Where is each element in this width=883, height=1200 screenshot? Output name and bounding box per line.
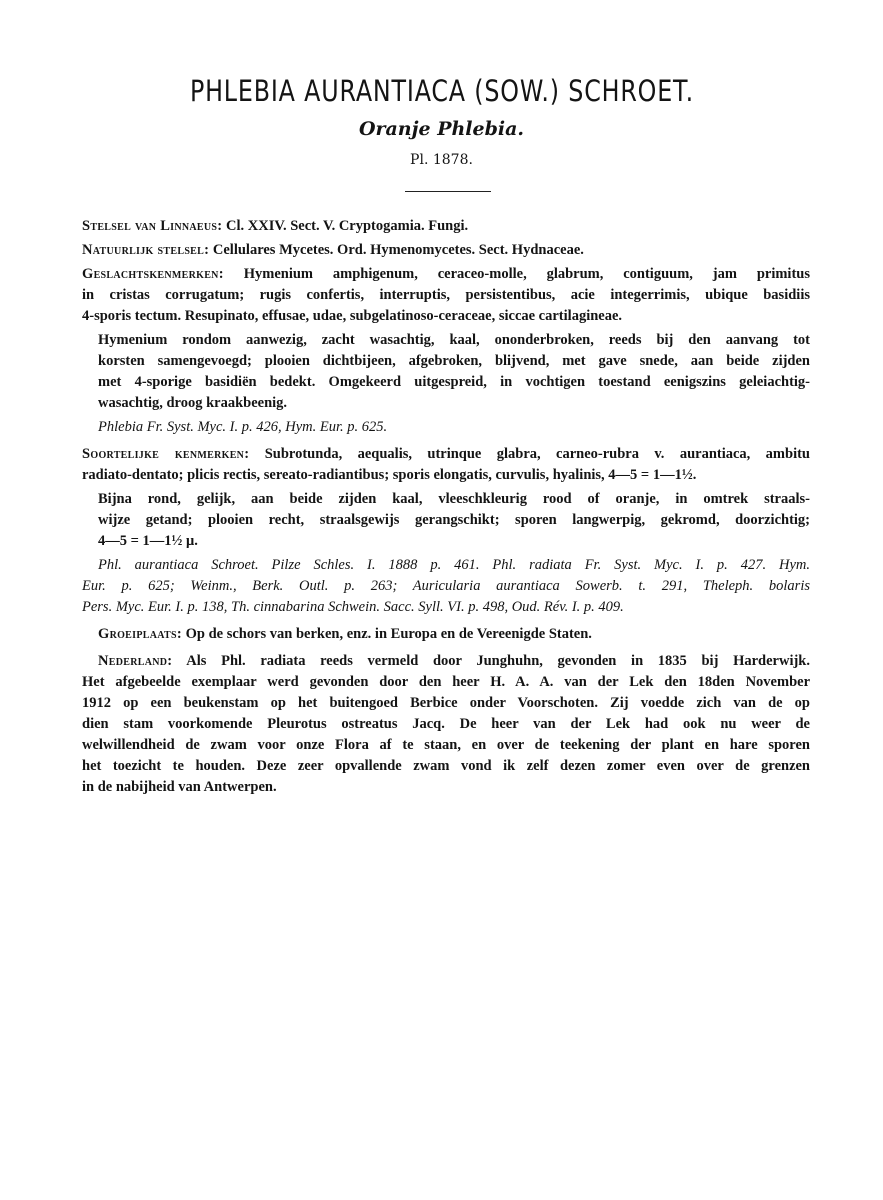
nederland-line: het toezicht te houden. Deze zeer opvallende zwam vond ik zelf dezen zomer even over de grenzen — [82, 758, 810, 774]
stelsel-text: Cl. XXIV. Sect. V. Cryptogamia. Fungi. — [226, 218, 469, 234]
soort-dutch-line: 4—5 = 1—1½ μ. — [98, 533, 198, 549]
plate-number: Pl. 1878. — [410, 152, 473, 168]
geslacht-label: Geslachtskenmerken: — [82, 266, 224, 282]
nederland-line: dien stam voorkomende Pleurotus ostreatus Jacq. De heer van der Lek had ook nu weer de — [82, 716, 810, 732]
soort-dutch-line: Bijna rond, gelijk, aan beide zijden kaal, vleeschkleurig rood of oranje, in omtrek straals- — [98, 491, 810, 507]
page-title: PHLEBIA AURANTIACA (SOW.) SCHROET. — [189, 74, 694, 108]
geslacht-latin-line: in cristas corrugatum; rugis confertis, interruptis, persistentibus, acie integerrimis, ubique basidiis — [82, 287, 810, 303]
geslacht-latin-line: 4-sporis tectum. Resupinato, effusae, udae, subgelatinoso-ceraceae, siccae cartilagineae. — [82, 308, 623, 324]
soortelijke-kenmerken-dutch — [82, 489, 810, 552]
natuurlijk-label: Natuurlijk stelsel: — [82, 242, 210, 258]
geslacht-dutch-line: met 4-sporige basidiën bedekt. Omgekeerd uitgespreid, in vochtigen toestand eenigszins geleiachtig- — [98, 374, 810, 390]
geslacht-dutch-line: Hymenium rondom aanwezig, zacht wasachtig, kaal, ononderbroken, reeds bij den aanvang tot — [98, 332, 810, 348]
nederland-line: Het afgebeelde exemplaar werd gevonden door den heer H. A. A. van der Lek den 18den November — [82, 674, 810, 690]
geslachtskenmerken-dutch — [82, 330, 810, 414]
title-divider — [405, 191, 491, 192]
soort-label: Soortelijke kenmerken: — [82, 446, 250, 462]
nederland-line: Nederland: Als Phl. radiata reeds vermeld door Junghuhn, gevonden in 1835 bij Harderwijk. — [98, 653, 810, 669]
nederland-line: in de nabijheid van Antwerpen. — [82, 779, 277, 795]
nederland-line: welwillendheid de zwam voor onze Flora af te staan, en over de teekening der plant en hare sporen — [82, 737, 810, 753]
geslacht-dutch-line: korsten samengevoegd; plooien dichtbijeen, afgebroken, blijvend, met gave snede, aan beide zijden — [98, 353, 810, 369]
nederland — [82, 651, 810, 798]
geslachtskenmerken-latin — [82, 264, 810, 327]
geslacht-reference: Phlebia Fr. Syst. Myc. I. p. 426, Hym. Eur. p. 625. — [98, 419, 388, 435]
groeiplaats — [82, 624, 810, 645]
dutch-name-subtitle: Oranje Phlebia. — [358, 118, 525, 140]
soort-latin-line: Soortelijke kenmerken: Subrotunda, aequalis, utrinque glabra, carneo-rubra v. aurantiaca, ambitu — [82, 446, 810, 462]
stelsel-label: Stelsel van Linnaeus: — [82, 218, 223, 234]
soort-reference-line: Pers. Myc. Eur. I. p. 138, Th. cinnabarina Schwein. Sacc. Syll. VI. p. 498, Oud. Rév. I. p. 409. — [82, 599, 624, 615]
soort-reference-line: Eur. p. 625; Weinm., Berk. Outl. p. 263; Auricularia aurantiaca Sowerb. t. 291, Theleph. bolaris — [82, 578, 810, 594]
soort-reference-line: Phl. aurantiaca Schroet. Pilze Schles. I. 1888 p. 461. Phl. radiata Fr. Syst. Myc. I. p. 427. Hym. — [98, 557, 810, 573]
nederland-label: Nederland: — [98, 653, 173, 669]
document-body — [82, 216, 810, 801]
stelsel-linnaeus — [82, 216, 810, 237]
geslacht-dutch-line: wasachtig, droog kraakbeenig. — [98, 395, 288, 411]
natuurlijk-stelsel — [82, 240, 810, 261]
soort-references — [82, 555, 810, 618]
soort-latin-line: radiato-dentato; plicis rectis, sereato-radiantibus; sporis elongatis, curvulis, hyalinis, 4—5 = 1—1½. — [82, 467, 697, 483]
natuurlijk-text: Cellulares Mycetes. Ord. Hymenomycetes. Sect. Hydnaceae. — [212, 242, 584, 258]
soort-dutch-line: wijze getand; plooien recht, straalsgewijs gerangschikt; sporen langwerpig, gekromd, doorzichtig; — [98, 512, 810, 528]
nederland-line: 1912 op een beukenstam op het buitengoed Berbice onder Voorschoten. Zij voedde zich van de op — [82, 695, 810, 711]
geslacht-latin-line: Geslachtskenmerken: Hymenium amphigenum, ceraceo-molle, glabrum, contiguum, jam primitus — [82, 266, 810, 282]
groeiplaats-label: Groeiplaats: — [98, 626, 182, 642]
groeiplaats-text: Op de schors van berken, enz. in Europa en de Vereenigde Staten. — [185, 626, 592, 642]
soortelijke-kenmerken-latin — [82, 444, 810, 486]
